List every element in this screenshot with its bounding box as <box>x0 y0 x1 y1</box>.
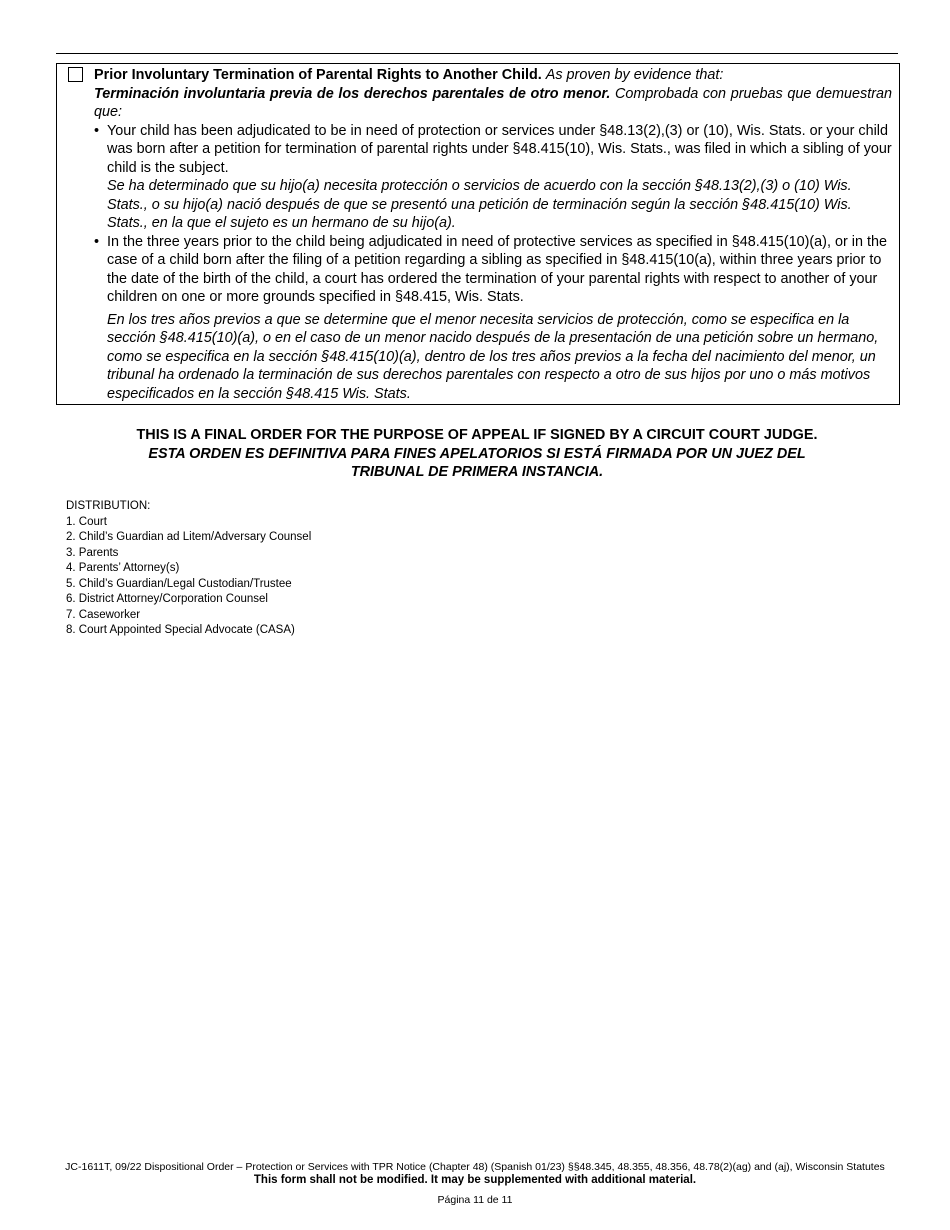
bullet-icon: • <box>94 233 100 250</box>
distribution-item: 4. Parents’ Attorney(s) <box>66 562 180 574</box>
prior-tpr-section <box>56 63 900 405</box>
heading-es <box>94 85 892 122</box>
heading-es-tail: Comprobada con pruebas que demuestran que: <box>94 85 893 120</box>
distribution-item: 2. Child’s Guardian ad Litem/Adversary Counsel <box>66 531 312 543</box>
modification-notice: This form shall not be modified. It may be supplemented with additional material. <box>253 1174 697 1186</box>
page-number: Página 11 de 11 <box>437 1194 513 1206</box>
heading-en-tail: As proven by evidence that: <box>545 67 724 83</box>
distribution-item: 3. Parents <box>66 546 119 559</box>
final-order-notice <box>56 426 898 482</box>
distribution-item: 7. Caseworker <box>66 608 141 621</box>
form-identifier: JC-1611T, 09/22 Dispositional Order – Protection or Services with TPR Notice (Chapter 48) (Spanish 01/23) §§48.345, 48.355, 48.356, 48.78(2)(ag) and (aj), Wisconsin Statutes <box>65 1161 885 1173</box>
prior-tpr-checkbox[interactable] <box>68 67 83 82</box>
distribution-title: DISTRIBUTION: <box>66 500 151 512</box>
final-order-es-line2: TRIBUNAL DE PRIMERA INSTANCIA. <box>350 464 604 480</box>
final-order-en: THIS IS A FINAL ORDER FOR THE PURPOSE OF APPEAL IF SIGNED BY A CIRCUIT COURT JUDGE. <box>136 427 818 443</box>
heading-en <box>94 66 892 85</box>
condition-item <box>94 233 892 404</box>
heading-es-title: Terminación involuntaria previa de los derechos parentales de otro menor. <box>94 85 611 102</box>
bullet-icon: • <box>94 122 100 139</box>
distribution-list <box>66 499 311 639</box>
condition-es: En los tres años previos a que se determine que el menor necesita servicios de protección, como se especifica en la sección §48.415(10)(a), o en el caso de un menor nacido después de la presentación de una petición sobre un hermano, como se especifica en la sección §48.415(10)(a), dentro de los tres años previos a la fecha del nacimiento del menor, un tribunal ha ordenado la terminación de sus derechos parentales con respecto a otro de sus hijos por uno o más motivos especificados en la sección §48.415 Wis. Stats. <box>107 311 879 402</box>
condition-en: Your child has been adjudicated to be in need of protection or services under §48.13(2),(3) or (10), Wis. Stats. or your child was born after a petition for termination of parental rights under §48.415(10), Wis. Stats., was filed in which a sibling of your child is the subject. <box>107 122 892 176</box>
condition-es: Se ha determinado que su hijo(a) necesita protección o servicios de acuerdo con la sección §48.13(2),(3) o (10) Wis. Stats., o su hijo(a) nació después de que se presentó una petición de terminación según la sección §48.415(10) Wis. Stats., en la que el sujeto es un hermano de su hijo(a). <box>107 178 852 231</box>
distribution-item: 6. District Attorney/Corporation Counsel <box>66 593 268 605</box>
final-order-es-line1: ESTA ORDEN ES DEFINITIVA PARA FINES APELATORIOS SI ESTÁ FIRMADA POR UN JUEZ DEL <box>148 445 806 462</box>
distribution-item: 8. Court Appointed Special Advocate (CASA) <box>66 624 295 636</box>
prior-tpr-content <box>94 66 892 403</box>
distribution-item: 1. Court <box>66 515 107 528</box>
condition-en: In the three years prior to the child being adjudicated in need of protective services as specified in §48.415(10)(a), or in the case of a child born after the filing of a petition regarding a sibling as specified in §48.415(10(a), within three years prior to the date of the birth of the child, a court has ordered the termination of your parental rights with respect to another of your children on one or more grounds specified in §48.415, Wis. Stats. <box>107 233 887 305</box>
condition-item <box>94 122 892 233</box>
page-footer <box>0 1161 950 1207</box>
top-divider <box>56 53 898 54</box>
condition-list <box>94 122 892 404</box>
distribution-item: 5. Child’s Guardian/Legal Custodian/Trustee <box>66 577 292 590</box>
heading-en-title: Prior Involuntary Termination of Parental Rights to Another Child. <box>94 67 542 83</box>
